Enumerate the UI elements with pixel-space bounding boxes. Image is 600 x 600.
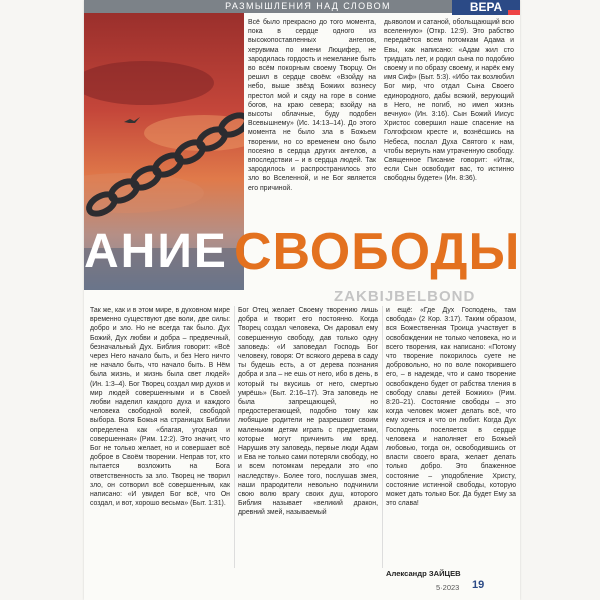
section-title: РАЗМЫШЛЕНИЯ НАД СЛОВОМ (225, 1, 391, 11)
article-column-bottom-2 (238, 306, 378, 586)
author-signature: Александр ЗАЙЦЕВ (386, 569, 461, 578)
page-number: 19 (472, 579, 485, 591)
article-column-top-2 (384, 18, 514, 228)
column-divider (234, 306, 235, 568)
magazine-logo: ВЕРА (452, 0, 520, 15)
article-paragraph: и ещё: «Где Дух Господень, там свобода» (2 Кор. 3:17). Таким образом, вся Божественная Троица участвует в освобождении не только человека, но и всего творения, как написано: «Потому что творение покорилось суете не добровольно, но по воле покорившего его, – в надежде, что и само творение освобождено будет от рабства тления в свободу славы детей Божиих» (Рим. 8:20–21). Состояние свободы – это когда человек может делать всё, что ему хочется и что он любит. Когда Дух Господень поселяется в сердце человека и наполняет его Божьей любовью, тогда он, освободившись от власти своего врага, желает делать только добро. Это блаженное состояние – уподобление Христу, состояние истинной свободы, которую может дать только Бог. Да будет Ему за это слава! (386, 307, 516, 508)
article-paragraph: Бог Отец желает Своему творению лишь добра и творит его постоянно. Когда Творец создал человека, Он даровал ему совершенную свободу, дав только одну заповедь: «И заповедал Господь Бог человеку, говоря: От всякого дерева в саду ты будешь есть, а от дерева познания добра и зла – не ешь от него, ибо в день, в который ты вкусишь от него, смертью умрёшь» (Быт. 2:16–17). Эта заповедь не была запрещающей, но предостерегающей, подобно тому как любящие родители не разрешают своим маленьким детям играть с предметами, которые могут причинить им вред. Нарушив эту заповедь, первые люди Адам и Ева не только сами потеряли свободу, но и всем потомкам передали это «по наследству». Более того, послушав змея, наши прародители невольно подчинили свою волю врагу своих душ, которого Библия называет «великий дракон, древний змей, называемый (238, 307, 378, 517)
column-divider (382, 306, 383, 568)
article-column-bottom-3 (386, 306, 516, 566)
magazine-page (84, 0, 520, 600)
article-title-part1: АНИЕ (84, 225, 228, 278)
article-paragraph: Всё было прекрасно до того момента, пока в сердце одного из высокопоставленных ангелов, херувима по имени Люцифер, не зародилась гордость и нежелание быть во всём покорным своему Творцу. Он решил в сердце своём: «Взойду на небо, выше звёзд Божиих вознесу престол мой и сяду на горе в сонме богов, на краю севера; взойду на высоты облачные, буду подобен Всевышнему» (Ис. 14:13–14). До этого момента не было зла в Божьем творении, но со временем оно было посеяно в сердца других ангелов, а впоследствии – и в сердца людей. Так зародилось и распространилось это зло во Вселенной, и не Бог является его причиной. (248, 19, 376, 192)
article-paragraph: Так же, как и в этом мире, в духовном мире временно существуют две воли, две силы: добро и зло. Но не всегда так было. Дух Божий, Дух любви и добра – предвечный, безначальный Дух. Библия говорит: «Всё через Него начало быть, и без Него ничто не начало быть, что начало быть. В Нём была жизнь, и жизнь была свет людей» (Ин. 1:3–4). Бог Творец создал мир духов и мир людей совершенными и в Своей любви наделил каждого духа и каждого человека свободной волей, свободой выбора. Воля Божья на страницах Библии определена как «благая, угодная и совершенная» (Рим. 12:2). Это значит, что Бог не только желает, но и совершает всё доброе в Своём творении. Неправ тот, кто пытается возложить на Бога ответственность за зло. Творец не творил зло, он сотворил всё совершенным, как написано: «И увидел Бог всё, что Он создал, и вот, хорошо весьма» (Быт. 1:31). (90, 307, 230, 508)
issue-date: 5·2023 (436, 583, 460, 592)
article-paragraph: дьяволом и сатаной, обольщающий всю вселенную» (Откр. 12:9). Это рабство передаётся всем потомкам Адама и Евы, как написано: «Адам жил сто тридцать лет, и родил сына по подобию своему и по образу своему, и нарёк ему имя Сиф» (Быт. 5:3). «Ибо так возлюбил Бог мир, что отдал Сына Своего единородного, дабы всякий, верующий в Него, не погиб, но имел жизнь вечную» (Ин. 3:16). Сын Божий Иисус Христос совершил наше спасение на Голгофском кресте и, вознёсшись на Небеса, послал Духа Святого к нам, чтобы вернуть нам утраченную свободу. Священное Писание говорит: «Итак, если Сын освободит вас, то истинно свободны будете» (Ин. 8:36). (384, 19, 514, 183)
article-title-part2: СВОБОДЫ (234, 223, 521, 281)
article-column-top-1 (248, 18, 376, 228)
watermark: ZAKBIJBELBOND (334, 288, 476, 305)
article-column-bottom-1 (90, 306, 230, 568)
logo-accent (508, 10, 520, 15)
